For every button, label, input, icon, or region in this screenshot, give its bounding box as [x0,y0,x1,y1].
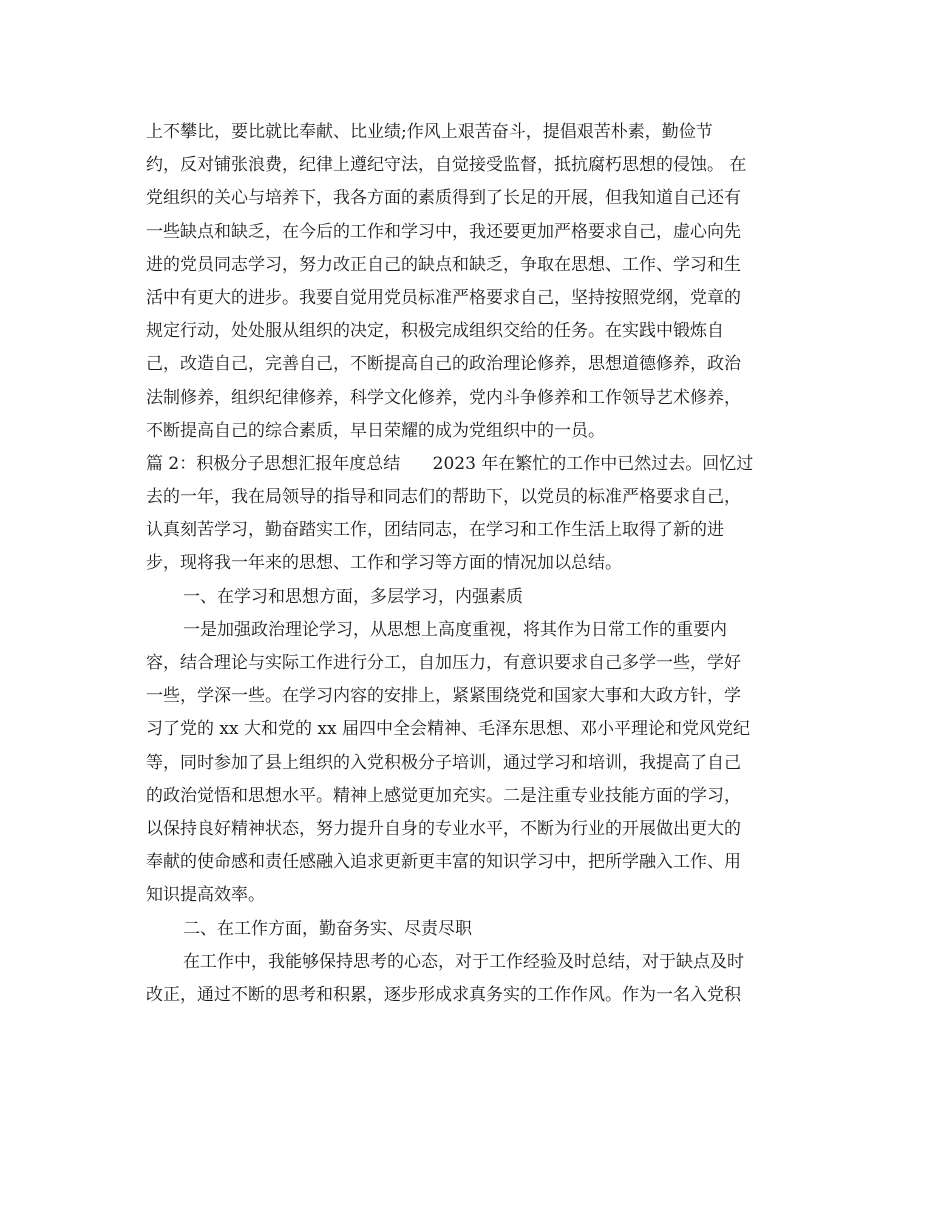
text-line: 的政治觉悟和思想水平。精神上感觉更加充实。二是注重专业技能方面的学习， [146,785,741,806]
text-line: 改正，通过不断的思考和积累，逐步形成求真务实的工作作风。作为一名入党积 [146,984,741,1005]
text-line: 规定行动，处处服从组织的决定，积极完成组织交给的任务。在实践中锻炼自 [146,321,724,342]
text-line: 一是加强政治理论学习，从思想上高度重视，将其作为日常工作的重要内 [183,619,727,640]
text-line: 奉献的使命感和责任感融入追求更新更丰富的知识学习中，把所学融入工作、用 [146,852,741,873]
text-line: 法制修养，组织纪律修养，科学文化修养，党内斗争修养和工作领导艺术修养， [146,387,741,408]
text-line: 等，同时参加了县上组织的入党积极分子培训，通过学习和培训，我提高了自己 [146,752,741,773]
text-line: 以保持良好精神状态，努力提升自身的专业水平，不断为行业的开展做出更大的 [146,818,741,839]
document-body [146,116,806,1012]
text-line: 一、在学习和思想方面，多层学习，内强素质 [183,586,523,607]
text-line: 上不攀比，要比就比奉献、比业绩;作风上艰苦奋斗，提倡艰苦朴素，勤俭节 [146,122,713,142]
text-line: 己，改造自己，完善自己，不断提高自己的政治理论修养，思想道德修养，政治 [146,354,741,375]
text-line: 步，现将我一年来的思想、工作和学习等方面的情况加以总结。 [146,553,622,574]
text-line: 习了党的 xx 大和党的 xx 届四中全会精神、毛泽东思想、邓小平理论和党风党纪 [146,719,750,740]
text-line: 约，反对铺张浪费，纪律上遵纪守法，自觉接受监督，抵抗腐朽思想的侵蚀。 在 [146,155,747,176]
text-line: 在工作中，我能够保持思考的心态，对于工作经验及时总结，对于缺点及时 [183,951,744,972]
text-line: 党组织的关心与培养下，我各方面的素质得到了长足的开展，但我知道自己还有 [146,188,741,209]
text-line: 去的一年，我在局领导的指导和同志们的帮助下，以党员的标准严格要求自己， [146,487,741,508]
text-line: 二、在工作方面，勤奋务实、尽责尽职 [183,918,472,939]
text-line: 活中有更大的进步。我要自觉用党员标准严格要求自己，坚持按照党纲，党章的 [146,287,741,308]
text-line: 认真刻苦学习，勤奋踏实工作，团结同志，在学习和工作生活上取得了新的进 [146,520,724,541]
text-line: 进的党员同志学习，努力改正自己的缺点和缺乏，争取在思想、工作、学习和生 [146,254,741,275]
text-line: 篇 2：积极分子思想汇报年度总结 2023 年在繁忙的工作中已然过去。回忆过 [146,453,754,474]
text-line: 知识提高效率。 [146,885,265,906]
text-line: 一些缺点和缺乏，在今后的工作和学习中，我还要更加严格要求自己，虚心向先 [146,221,741,242]
text-line: 不断提高自己的综合素质，早日荣耀的成为党组织中的一员。 [146,420,605,441]
text-line: 一些，学深一些。在学习内容的安排上，紧紧围绕党和国家大事和大政方针，学 [146,686,741,707]
text-line: 容，结合理论与实际工作进行分工，自加压力，有意识要求自己多学一些，学好 [146,653,741,673]
